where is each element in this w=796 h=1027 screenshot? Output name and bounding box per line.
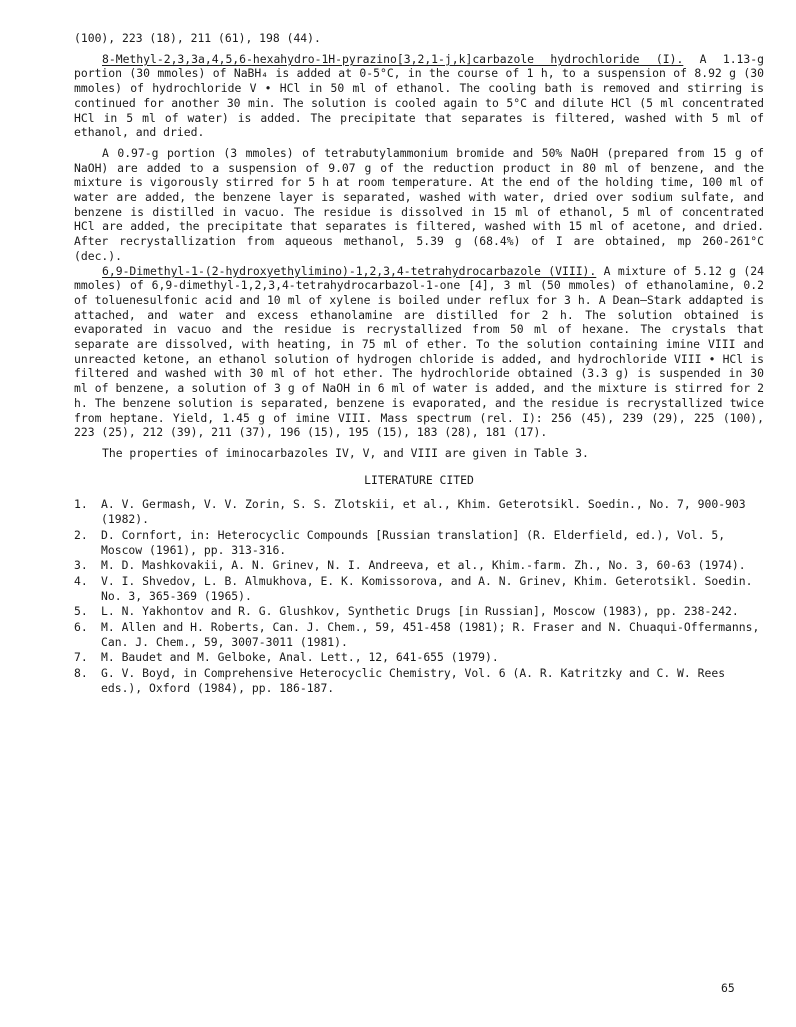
- paragraph-compound-i: [74, 52, 764, 140]
- paragraph-properties-note: The properties of iminocarbazoles IV, V, and VIII are given in Table 3.: [102, 445, 589, 460]
- reference-text: V. I. Shvedov, L. B. Almukhova, E. K. Komissorova, and A. N. Grinev, Khim. Geterotsikl. Soedin. No. 3, 365-369 (1965).: [101, 573, 753, 603]
- reference-list: [74, 497, 764, 695]
- paragraph-reduction-product: A 0.97-g portion (3 mmoles) of tetrabutylammonium bromide and 50% NaOH (prepared from 15 g of NaOH) are added to a suspension of 9.07 g of the reduction product in 80 ml of benzene, and the mixture is vigorously stirred for 5 h at room temperature. At the end of the holding time, 100 ml of water are added, the benzene layer is separated, washed with water, dried over sodium sulfate, and benzene is distilled in vacuo. The residue is dissolved in 15 ml of ethanol, 5 ml of concentrated HCl are added, the precipitate that separates is filtered, washed with 15 ml of acetone, and dried. After recrystallization from aqueous methanol, 5.39 g (68.4%) of I are obtained, mp 260-261°C (dec.).: [74, 145, 764, 263]
- reference-text: G. V. Boyd, in Comprehensive Heterocyclic Chemistry, Vol. 6 (A. R. Katritzky and C. W. Rees eds.), Oxford (1984), pp. 186-187.: [101, 666, 726, 695]
- reference-number: 1.: [74, 497, 88, 512]
- compound-i-body: A 1.13-g portion (30 mmoles) of NaBH₄ is added at 0-5°C, in the course of 1 h, to a suspension of 8.92 g (30 mmoles) of hydrochloride V • HCl in 50 ml of ethanol. The cooling bath is removed and stirring is continued for another 30 min. The solution is cooled again to 5°C and dilute HCl (5 ml concentrated HCl in 5 ml of water) is added. The precipitate that separates is filtered, washed with 5 ml of ethanol, and dried.: [74, 51, 764, 140]
- reference-text: D. Cornfort, in: Heterocyclic Compounds [Russian translation] (R. Elderfield, ed.), Vol. 5, Moscow (1961), pp. 313-316.: [101, 527, 726, 557]
- paragraph-compound-viii: [74, 264, 764, 440]
- reference-text: M. Allen and H. Roberts, Can. J. Chem., 59, 451-458 (1981); R. Fraser and N. Chuaqui-Offermanns, Can. J. Chem., 59, 3007-3011 (1981).: [101, 620, 760, 649]
- page-number: 65: [721, 981, 735, 995]
- lead-line: (100), 223 (18), 211 (61), 198 (44).: [74, 31, 321, 45]
- reference-item: [74, 574, 764, 603]
- reference-number: 7.: [74, 650, 88, 665]
- reference-text: L. N. Yakhontov and R. G. Glushkov, Synthetic Drugs [in Russian], Moscow (1983), pp. 238-242.: [101, 604, 739, 619]
- reference-item: [74, 528, 764, 557]
- reference-item: [74, 558, 764, 573]
- reference-number: 3.: [74, 558, 88, 573]
- compound-i-title: 8-Methyl-2,3,3a,4,5,6-hexahydro-1H-pyrazino[3,2,1-j,k]carbazole hydrochloride (I).: [102, 51, 684, 66]
- reference-number: 8.: [74, 666, 88, 681]
- compound-viii-title: 6,9-Dimethyl-1-(2-hydroxyethylimino)-1,2,3,4-tetrahydrocarbazole (VIII).: [102, 263, 597, 278]
- reference-item: [74, 650, 764, 665]
- reference-text: A. V. Germash, V. V. Zorin, S. S. Zlotskii, et al., Khim. Geterotsikl. Soedin., No. 7, 900-903 (1982).: [101, 497, 746, 527]
- reference-number: 5.: [74, 604, 88, 619]
- compound-viii-body: A mixture of 5.12 g (24 mmoles) of 6,9-dimethyl-1,2,3,4-tetrahydrocarbazol-1-one [4], 3 ml (50 mmoles) of ethanolamine, 0.2 of toluenesulfonic acid and 10 ml of xylene is boiled under reflux for 3 h. A Dean–Stark addapted is attached, and water and excess ethanolamine are distilled for 2 h. The solution obtained is evaporated in vacuo and the residue is recrystallized from 50 ml of hexane. The crystals that separate are dissolved, with heating, in 75 ml of ether. To the solution containing imine VIII and unreacted ketone, an ethanol solution of hydrogen chloride is added, and hydrochloride VIII • HCl is filtered and washed with 30 ml of hot ether. The hydrochloride obtained (3.3 g) is suspended in 30 ml of benzene, a solution of 3 g of NaOH in 6 ml of water is added, and the mixture is stirred for 2 h. The benzene solution is separated, benzene is evaporated, and the residue is recrystallized twice from heptane. Yield, 1.45 g of imine VIII. Mass spectrum (rel. I): 256 (45), 239 (29), 225 (100), 223 (25), 212 (39), 211 (37), 196 (15), 195 (15), 183 (28), 181 (17).: [74, 263, 764, 440]
- literature-heading: LITERATURE CITED: [364, 472, 474, 487]
- reference-number: 4.: [74, 573, 88, 588]
- reference-item: [74, 620, 764, 649]
- reference-text: M. D. Mashkovakii, A. N. Grinev, N. I. Andreeva, et al., Khim.-farm. Zh., No. 3, 60-63 (1974).: [101, 558, 746, 573]
- reference-number: 6.: [74, 620, 88, 635]
- reference-item: [74, 666, 764, 695]
- page-body: [74, 31, 764, 697]
- reference-number: 2.: [74, 527, 88, 542]
- reference-text: M. Baudet and M. Gelboke, Anal. Lett., 12, 641-655 (1979).: [101, 650, 499, 665]
- reference-item: [74, 497, 764, 526]
- reference-item: [74, 604, 764, 619]
